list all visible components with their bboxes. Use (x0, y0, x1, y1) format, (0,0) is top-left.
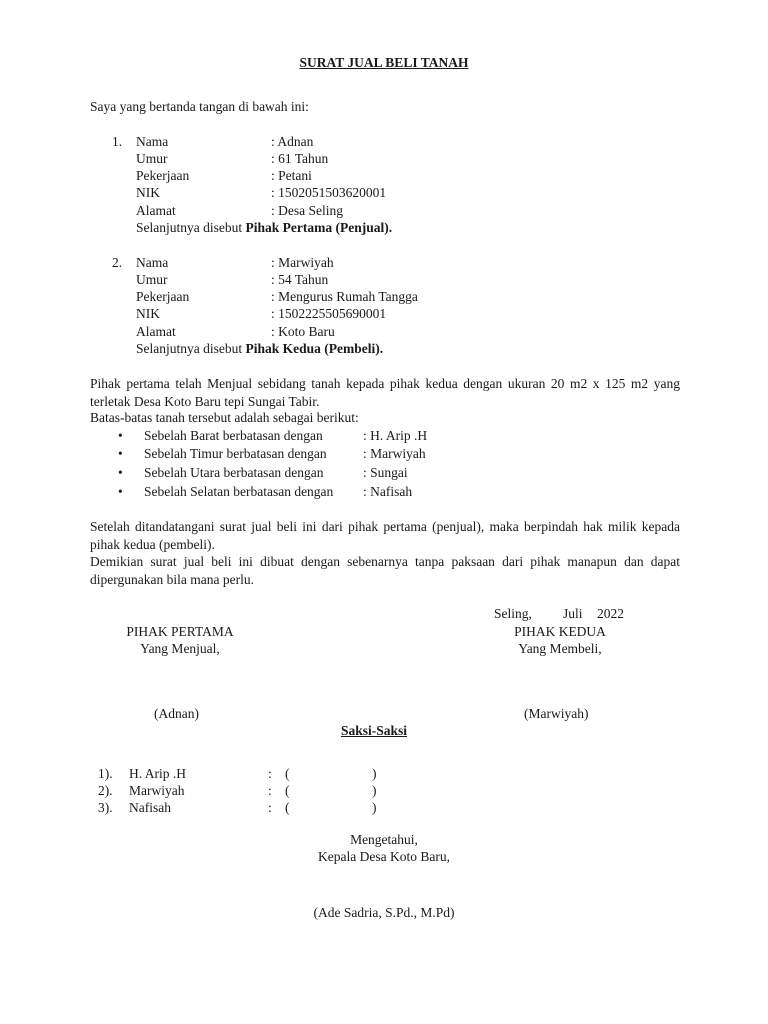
witness-name: Marwiyah (129, 783, 185, 798)
witness-close-paren: ) (372, 766, 377, 781)
witness-number: 3). (98, 800, 113, 815)
witness-colon: : (268, 766, 272, 781)
boundary-value: : Marwiyah (363, 446, 426, 461)
party-number: 1. (112, 134, 123, 149)
witness-heading: Saksi-Saksi (340, 723, 408, 738)
bullet-icon: • (118, 446, 123, 461)
boundary-side: Sebelah Selatan berbatasan dengan (144, 484, 334, 499)
party-number: 2. (112, 255, 123, 270)
field-value: : 54 Tahun (271, 272, 329, 287)
witness-number: 1). (98, 766, 113, 781)
witness-name: Nafisah (129, 800, 171, 815)
field-label: NIK (136, 185, 160, 200)
first-party-role: Yang Menjual, (140, 641, 220, 656)
boundary-side: Sebelah Barat berbatasan dengan (144, 428, 323, 443)
field-value: : Adnan (271, 134, 314, 149)
second-party-heading: PIHAK KEDUA (514, 624, 606, 639)
field-value: : Marwiyah (271, 255, 334, 270)
boundaries-intro: Batas-batas tanah tersebut adalah sebagai berikut: (90, 410, 359, 425)
designation-prefix: Selanjutnya disebut (136, 341, 246, 356)
witness-open-paren: ( (285, 766, 290, 781)
closing-paragraph: Demikian surat jual beli ini dibuat dengan sebenarnya tanpa paksaan dari pihak manapun dan dapat dipergunakan bila mana perlu. (90, 554, 680, 587)
witness-number: 2). (98, 783, 113, 798)
village-head-title: Kepala Desa Koto Baru, (318, 849, 450, 864)
first-party-signature: (Adnan) (154, 706, 199, 721)
bullet-icon: • (118, 465, 123, 480)
witness-close-paren: ) (372, 800, 377, 815)
party-designation (136, 340, 383, 357)
field-label: Nama (136, 255, 169, 270)
field-value: : 61 Tahun (271, 151, 329, 166)
witness-open-paren: ( (285, 800, 290, 815)
boundary-value: : Sungai (363, 465, 408, 480)
party-designation (136, 219, 392, 236)
field-value: : Desa Seling (271, 203, 343, 218)
field-label: Pekerjaan (136, 168, 190, 183)
witness-name: H. Arip .H (129, 766, 186, 781)
second-party-signature: (Marwiyah) (524, 706, 589, 721)
second-party-role: Yang Membeli, (518, 641, 602, 656)
field-label: Alamat (136, 324, 176, 339)
field-label: NIK (136, 306, 160, 321)
designation-role: Pihak Kedua (Pembeli). (245, 341, 384, 356)
boundary-value: : H. Arip .H (363, 428, 428, 443)
field-value: : Koto Baru (271, 324, 335, 339)
transfer-paragraph: Setelah ditandatangani surat jual beli ini dari pihak pertama (penjual), maka berpindah hak milik kepada pihak kedua (pembeli). (90, 519, 680, 552)
place-text: Seling, (494, 606, 532, 621)
field-value: : Mengurus Rumah Tangga (271, 289, 418, 304)
witness-colon: : (268, 783, 272, 798)
sale-paragraph: Pihak pertama telah Menjual sebidang tanah kepada pihak kedua dengan ukuran 20 m2 x 125 m2 yang terletak Desa Koto Baru tepi Sungai Tabir. (90, 376, 680, 409)
acknowledged-text: Mengetahui, (350, 832, 418, 847)
bullet-icon: • (118, 428, 123, 443)
field-label: Alamat (136, 203, 176, 218)
field-label: Pekerjaan (136, 289, 190, 304)
witness-close-paren: ) (372, 783, 377, 798)
field-label: Nama (136, 134, 169, 149)
designation-role: Pihak Pertama (Penjual). (245, 220, 393, 235)
date-year: 2022 (597, 606, 624, 621)
intro-text: Saya yang bertanda tangan di bawah ini: (90, 99, 309, 114)
village-head-signature: (Ade Sadria, S.Pd., M.Pd) (313, 905, 455, 920)
boundary-side: Sebelah Utara berbatasan dengan (144, 465, 324, 480)
boundary-value: : Nafisah (363, 484, 413, 499)
designation-prefix: Selanjutnya disebut (136, 220, 246, 235)
first-party-heading: PIHAK PERTAMA (126, 624, 234, 639)
boundary-side: Sebelah Timur berbatasan dengan (144, 446, 327, 461)
date-month: Juli (563, 606, 583, 621)
document-title: SURAT JUAL BELI TANAH (299, 55, 469, 70)
field-label: Umur (136, 151, 168, 166)
field-value: : 1502051503620001 (271, 185, 387, 200)
bullet-icon: • (118, 484, 123, 499)
field-value: : 1502225505690001 (271, 306, 387, 321)
witness-colon: : (268, 800, 272, 815)
field-value: : Petani (271, 168, 312, 183)
witness-open-paren: ( (285, 783, 290, 798)
field-label: Umur (136, 272, 168, 287)
